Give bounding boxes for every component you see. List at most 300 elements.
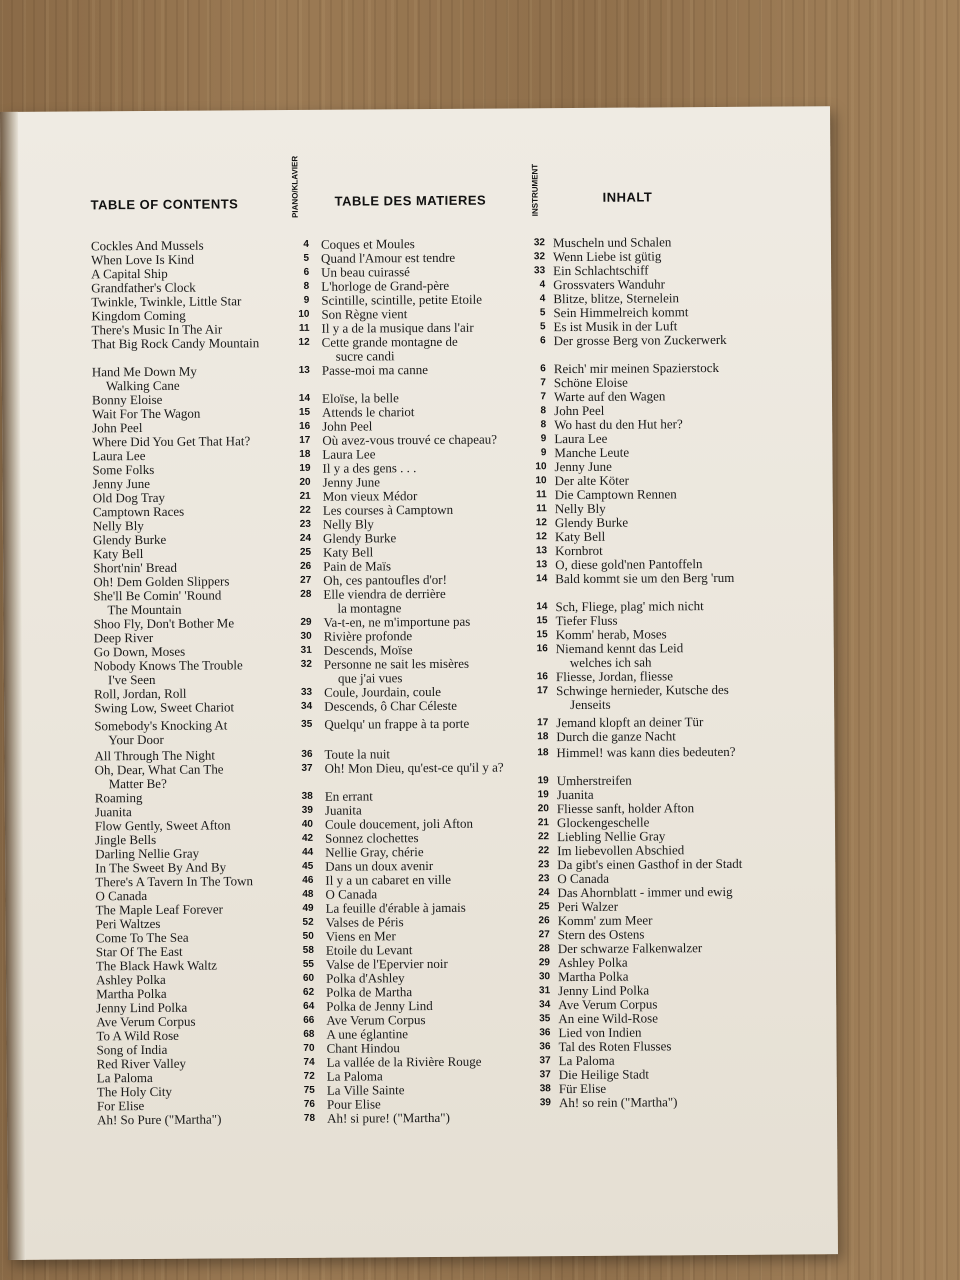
header-english: TABLE OF CONTENTS [90, 196, 239, 213]
entry-de: Jenny June [554, 458, 612, 475]
entry-fr: Personne ne sait les misères [323, 655, 470, 672]
page-number-piano: 19 [299, 462, 311, 474]
entry-de: Jenny Lind Polka [558, 982, 650, 999]
entry-en: Ah! So Pure ("Martha") [96, 1111, 222, 1128]
entry-fr: John Peel [322, 418, 373, 434]
entry-de: Ein Schlachtschiff [553, 262, 649, 279]
entry-fr: Pain de Maïs [323, 558, 392, 574]
page-number-instrument: 10 [535, 475, 547, 487]
entry-de: Tiefer Fluss [555, 612, 618, 629]
page-number-piano: 46 [302, 874, 314, 886]
entry-en: Cockles And Mussels [90, 237, 204, 254]
entry-de: Niemand kennt das Leid [555, 640, 684, 657]
entry-fr: Juanita [324, 802, 362, 818]
page-number-piano: 22 [299, 504, 311, 516]
entry-fr: Descends, ô Char Céleste [324, 697, 458, 714]
page-number-instrument: 11 [536, 489, 547, 501]
entry-en: Nobody Knows The Trouble [93, 657, 243, 674]
page-number-piano: 18 [299, 448, 311, 460]
entry-en: I've Seen [107, 671, 156, 688]
header-french: TABLE DES MATIERES [334, 192, 487, 209]
page-number-piano: 20 [299, 476, 311, 488]
page-number-piano: 27 [300, 574, 312, 586]
entry-en: The Maple Leaf Forever [95, 901, 224, 918]
entry-de: Sch, Fliege, plag' mich nicht [555, 598, 704, 615]
page-number-instrument: 13 [535, 545, 548, 557]
entry-de: Liebling Nellie Gray [557, 828, 666, 845]
entry-fr: Ave Verum Corpus [326, 1012, 426, 1028]
entry-fr: sucre candi [335, 348, 395, 364]
entry-en: Your Door [108, 731, 164, 748]
page-number-instrument: 23 [538, 859, 550, 871]
page-number-instrument: 32 [533, 251, 546, 263]
page-number-instrument: 9 [540, 433, 547, 445]
entry-en: There's A Tavern In The Town [95, 873, 254, 890]
page-number-instrument: 15 [536, 629, 548, 641]
page-number-piano: 34 [300, 700, 313, 712]
entry-en: Jenny Lind Polka [96, 999, 188, 1016]
entry-de: Blitze, blitze, Sternelein [553, 290, 680, 307]
page-number-instrument: 16 [536, 643, 548, 655]
entry-en: To A Wild Rose [96, 1027, 179, 1044]
entry-fr: Coques et Moules [320, 236, 415, 252]
page-number-instrument: 12 [535, 531, 548, 543]
page-number-piano: 30 [300, 630, 312, 642]
page-number-instrument: 18 [537, 747, 549, 759]
page-number-piano: 11 [298, 322, 310, 334]
entry-de: Reich' mir meinen Spazierstock [553, 359, 720, 377]
entry-de: O, diese gold'nen Pantoffeln [555, 556, 703, 573]
entry-en: Matter Be? [108, 775, 167, 792]
page-number-instrument: 36 [539, 1041, 551, 1053]
page-number-piano: 44 [302, 846, 314, 858]
entry-en: Hand Me Down My [91, 363, 197, 380]
entry-de: Bald kommt sie um den Berg 'rum [555, 569, 735, 587]
page-number-instrument: 23 [538, 873, 550, 885]
page-number-piano: 8 [303, 280, 310, 292]
page-number-piano: 17 [299, 434, 311, 446]
entry-de: Durch die ganze Nacht [556, 728, 676, 745]
entry-en: Go Down, Moses [93, 643, 186, 660]
entry-fr: Coule doucement, joli Afton [324, 815, 474, 832]
entry-fr: la montagne [337, 600, 402, 616]
entry-en: Song of India [96, 1041, 168, 1058]
entry-en: Flow Gently, Sweet Afton [94, 817, 231, 834]
entry-de: Umherstreifen [556, 772, 632, 789]
entry-fr: Nellie Gray, chérie [325, 844, 424, 860]
page-number-instrument: 7 [540, 377, 546, 389]
page-number-piano: 21 [299, 490, 311, 502]
entry-de: Martha Polka [557, 968, 629, 985]
entry-en: Ashley Polka [96, 971, 166, 988]
page-number-instrument: 38 [539, 1083, 551, 1095]
entry-fr: Quelqu' un frappe à ta porte [324, 715, 470, 732]
entry-fr: A une églantine [326, 1026, 409, 1042]
page-number-instrument: 30 [538, 971, 551, 983]
entry-en: John Peel [92, 420, 143, 436]
page-number-instrument: 32 [533, 237, 545, 249]
page-number-piano: 75 [303, 1084, 315, 1096]
entry-en: Walking Cane [105, 377, 180, 394]
page-number-piano: 4 [303, 238, 309, 250]
entry-de: Nelly Bly [554, 500, 606, 517]
entry-fr: La Paloma [326, 1068, 383, 1084]
page-number-instrument: 13 [536, 559, 548, 571]
entry-en: Shoo Fly, Don't Bother Me [93, 615, 235, 632]
entry-fr: Oh! Mon Dieu, qu'est-ce qu'il y a? [324, 759, 504, 776]
page-number-instrument: 19 [537, 775, 549, 787]
page-number-piano: 39 [301, 804, 313, 816]
entry-fr: Viens en Mer [325, 928, 396, 944]
entry-en: Jenny June [92, 475, 151, 492]
entry-de: Für Elise [558, 1080, 607, 1097]
entry-fr: Sonnez clochettes [325, 830, 419, 846]
entry-de: Schöne Eloise [553, 374, 628, 391]
entry-fr: Mon vieux Médor [322, 488, 418, 504]
entry-en: For Elise [96, 1098, 145, 1114]
entry-en: Red River Valley [96, 1055, 187, 1072]
entry-fr: Pour Elise [326, 1096, 381, 1112]
entry-fr: Jenny June [322, 474, 381, 490]
entry-de: Der alte Köter [554, 472, 629, 489]
page-number-instrument: 35 [539, 1013, 551, 1025]
entry-en: Some Folks [92, 461, 155, 478]
entry-fr: La Ville Sainte [326, 1082, 405, 1098]
entry-en: She'll Be Comin' 'Round [93, 587, 222, 604]
page-number-instrument: 27 [538, 929, 550, 941]
entry-de: Peri Walzer [557, 898, 619, 915]
entry-de: Lied von Indien [558, 1024, 642, 1041]
entry-de: Es ist Musik in der Luft [553, 318, 678, 335]
entry-fr: Il y a un cabaret en ville [325, 871, 452, 888]
entry-de: Manche Leute [554, 444, 630, 461]
entry-fr: Chant Hindou [326, 1040, 400, 1056]
page-number-instrument: 37 [539, 1055, 551, 1067]
entry-en: Martha Polka [96, 985, 167, 1002]
entry-en: There's Music In The Air [91, 321, 223, 338]
entry-en: The Black Hawk Waltz [95, 957, 218, 974]
page-number-piano: 64 [303, 1000, 315, 1012]
page-number-piano: 36 [301, 748, 313, 760]
page-number-instrument: 11 [536, 503, 547, 515]
page-number-piano: 5 [303, 252, 310, 264]
entry-de: An eine Wild-Rose [558, 1010, 659, 1027]
entry-de: Wo hast du den Hut her? [554, 416, 683, 433]
page-number-piano: 42 [301, 832, 314, 844]
entry-de: Himmel! was kann dies bedeuten? [556, 743, 736, 761]
page-number-instrument: 36 [539, 1027, 551, 1039]
page-number-piano: 40 [301, 818, 314, 830]
page-number-instrument: 28 [538, 943, 550, 955]
entry-de: Im liebevollen Abschied [557, 842, 685, 859]
page-number-piano: 16 [299, 420, 311, 432]
entry-en: The Mountain [107, 601, 182, 618]
page-number-instrument: 12 [535, 517, 547, 529]
entry-fr: Cette grande montagne de [321, 333, 458, 350]
entry-fr: Ah! si pure! ("Martha") [326, 1109, 450, 1126]
entry-fr: Où avez-vous trouvé ce chapeau? [322, 431, 498, 448]
entry-fr: Quand l'Amour est tendre [320, 249, 456, 266]
entry-en: Somebody's Knocking At [94, 717, 228, 734]
entry-fr: Un beau cuirassé [321, 264, 410, 280]
entry-en: Glendy Burke [92, 531, 167, 548]
entry-de: Fliesse sanft, holder Afton [556, 800, 695, 817]
entry-en: La Paloma [96, 1069, 153, 1086]
entry-en: Old Dog Tray [92, 489, 165, 506]
entry-de: Ashley Polka [557, 954, 628, 971]
entry-fr: Polka de Jenny Lind [326, 998, 433, 1014]
page-number-piano: 29 [300, 616, 312, 628]
entry-en: Juanita [94, 804, 132, 820]
entry-en: A Capital Ship [91, 265, 168, 282]
entry-en: All Through The Night [94, 747, 216, 764]
entry-de: Kornbrot [555, 542, 603, 559]
entry-en: Katy Bell [93, 546, 144, 562]
page-number-instrument: 8 [540, 405, 547, 417]
entry-en: Peri Waltzes [95, 915, 161, 932]
page-number-instrument: 5 [539, 321, 546, 333]
entry-en: O Canada [95, 887, 148, 904]
page-number-instrument: 22 [538, 845, 550, 857]
entry-en: Camptown Races [92, 503, 185, 520]
entry-de: Ah! so rein ("Martha") [558, 1094, 678, 1111]
page-number-instrument: 34 [539, 999, 551, 1011]
page-number-piano: 72 [303, 1070, 315, 1082]
page-number-piano: 58 [302, 944, 314, 956]
page-number-instrument: 20 [537, 803, 549, 815]
page-number-piano: 38 [301, 790, 313, 802]
entry-en: Darling Nellie Gray [95, 845, 200, 862]
entry-de: Komm' zum Meer [557, 912, 653, 929]
page-number-piano: 10 [298, 308, 310, 320]
entry-de: Muscheln und Schalen [552, 234, 672, 251]
page-number-instrument: 24 [538, 887, 550, 899]
entry-de: Jemand klopft an deiner Tür [556, 714, 704, 731]
entry-de: Tal des Roten Flusses [558, 1038, 672, 1055]
entry-en: Oh! Dem Golden Slippers [93, 573, 230, 590]
page-number-instrument: 15 [536, 615, 548, 627]
page-number-piano: 37 [301, 762, 313, 774]
entry-de: Die Camptown Rennen [554, 486, 677, 503]
entry-de: Stern des Ostens [557, 926, 645, 943]
page-number-instrument: 14 [536, 601, 548, 613]
entry-de: Warte auf den Wagen [553, 388, 666, 405]
entry-en: Deep River [93, 629, 154, 646]
entry-en: Twinkle, Twinkle, Little Star [91, 293, 242, 310]
entry-fr: En errant [324, 788, 373, 804]
page-number-piano: 55 [302, 958, 314, 970]
entry-fr: Son Règne vient [321, 306, 408, 322]
page-number-instrument: 7 [540, 391, 547, 403]
entry-en: The Holy City [96, 1083, 173, 1100]
entry-fr: Oh, ces pantoufles d'or! [323, 571, 447, 588]
entry-en: Wait For The Wagon [92, 405, 201, 422]
page-number-instrument: 10 [535, 461, 547, 473]
page-number-piano: 9 [303, 294, 310, 306]
page-number-piano: 15 [298, 406, 311, 418]
page-number-instrument: 18 [537, 731, 549, 743]
page-number-instrument: 29 [538, 957, 550, 969]
page-number-instrument: 26 [538, 915, 550, 927]
entry-de: welches ich sah [569, 654, 652, 671]
page-number-piano: 45 [302, 860, 314, 872]
entry-en: Kingdom Coming [91, 307, 186, 324]
entry-de: Der grosse Berg von Zuckerwerk [553, 331, 727, 349]
entry-fr: Scintille, scintille, petite Etoile [321, 291, 483, 308]
page-number-instrument: 25 [538, 901, 550, 913]
entry-de: John Peel [554, 402, 605, 419]
entry-en: Star Of The East [95, 943, 183, 960]
page-number-piano: 66 [303, 1014, 315, 1026]
entry-fr: Attends le chariot [322, 404, 415, 420]
header-german: INHALT [602, 189, 653, 205]
page-number-instrument: 8 [540, 419, 547, 431]
entry-fr: Il y a des gens . . . [322, 460, 417, 476]
page-number-piano: 76 [303, 1098, 315, 1110]
entry-fr: Katy Bell [323, 544, 374, 560]
header-instrument: INSTRUMENT [530, 163, 540, 217]
entry-en: When Love Is Kind [90, 251, 194, 268]
entry-fr: Coule, Jourdain, coule [324, 683, 442, 700]
page-number-piano: 52 [302, 916, 314, 928]
page-number-piano: 68 [303, 1028, 315, 1040]
page-number-instrument: 14 [536, 573, 548, 585]
page-number-instrument: 9 [540, 447, 547, 459]
page-number-instrument: 17 [537, 717, 549, 729]
entry-en: Ave Verum Corpus [96, 1013, 196, 1030]
page-number-piano: 28 [300, 588, 312, 600]
page-number-instrument: 4 [539, 293, 546, 305]
entry-de: Das Ahornblatt - immer und ewig [557, 883, 733, 901]
page-number-instrument: 22 [537, 831, 550, 843]
entry-en: Roll, Jordan, Roll [94, 685, 187, 702]
page-number-instrument: 21 [537, 817, 550, 829]
page-number-piano: 50 [302, 930, 314, 942]
entry-en: Swing Low, Sweet Chariot [94, 699, 235, 716]
entry-en: That Big Rock Candy Mountain [91, 335, 260, 352]
entry-de: Fliesse, Jordan, fliesse [555, 668, 673, 685]
page-number-instrument: 39 [539, 1097, 551, 1109]
entry-en: In The Sweet By And By [95, 859, 227, 876]
entry-de: Komm' herab, Moses [555, 626, 667, 643]
page-number-piano: 49 [302, 902, 314, 914]
entry-de: Juanita [556, 786, 594, 803]
page-number-instrument: 33 [533, 265, 546, 277]
entry-fr: Valse de l'Epervier noir [325, 955, 448, 972]
entry-de: Glockengeschelle [556, 814, 650, 831]
page-number-instrument: 31 [538, 985, 551, 997]
page-number-instrument: 17 [536, 685, 549, 697]
page-number-piano: 60 [302, 972, 315, 984]
entry-fr: L'horloge de Grand-père [321, 277, 450, 294]
page-number-piano: 62 [302, 986, 315, 998]
page-number-piano: 74 [303, 1056, 315, 1068]
page-number-piano: 33 [300, 686, 313, 698]
entry-de: Laura Lee [554, 430, 608, 447]
entry-en: Bonny Eloise [91, 391, 163, 408]
entry-fr: Laura Lee [322, 446, 376, 462]
entry-de: Grossvaters Wanduhr [553, 276, 665, 293]
entry-fr: Dans un doux avenir [325, 857, 434, 874]
entry-fr: Polka d'Ashley [326, 970, 405, 986]
entry-fr: Les courses à Camptown [322, 501, 454, 518]
entry-fr: Va-t-en, ne m'importune pas [323, 613, 471, 630]
entry-fr: Glendy Burke [322, 530, 397, 546]
page-number-piano: 25 [299, 546, 312, 558]
page-number-piano: 78 [303, 1112, 316, 1124]
entry-de: Da gibt's einen Gasthof in der Stadt [557, 855, 743, 873]
book-page [0, 106, 838, 1260]
entry-de: Sein Himmelreich kommt [553, 304, 689, 321]
entry-de: O Canada [557, 870, 610, 887]
entry-de: Schwinge hernieder, Kutsche des [556, 681, 729, 699]
entry-fr: O Canada [325, 886, 378, 902]
page-number-instrument: 19 [537, 789, 549, 801]
entry-fr: que j'ai vues [337, 670, 403, 686]
page-number-piano: 24 [299, 532, 312, 544]
page-number-instrument: 6 [540, 363, 546, 375]
page-gutter [0, 112, 26, 1260]
entry-de: Jenseits [570, 696, 611, 713]
entry-fr: La vallée de la Rivière Rouge [326, 1053, 482, 1070]
entry-en: Where Did You Get That Hat? [92, 433, 251, 450]
entry-en: Nelly Bly [92, 518, 144, 534]
page-number-piano: 13 [298, 364, 310, 376]
entry-fr: Valses de Péris [325, 914, 404, 930]
entry-de: Ave Verum Corpus [558, 996, 658, 1013]
page-number-piano: 70 [303, 1042, 315, 1054]
entry-en: Oh, Dear, What Can The [94, 761, 224, 778]
page-number-piano: 35 [301, 718, 313, 730]
page-number-piano: 26 [300, 560, 312, 572]
page-number-piano: 31 [300, 644, 312, 656]
page-number-piano: 12 [298, 336, 310, 348]
entry-fr: Passe-moi ma canne [321, 362, 429, 378]
entry-fr: Toute la nuit [324, 746, 391, 762]
entry-fr: Etoile du Levant [325, 942, 413, 958]
entry-de: La Paloma [558, 1052, 615, 1069]
entry-fr: Descends, Moïse [323, 642, 413, 658]
page-number-instrument: 6 [540, 335, 546, 347]
entry-de: Die Heilige Stadt [558, 1066, 650, 1083]
entry-fr: Polka de Martha [326, 984, 413, 1000]
entry-de: Der schwarze Falkenwalzer [557, 940, 703, 957]
page-number-piano: 48 [302, 888, 314, 900]
entry-fr: La feuille d'érable à jamais [325, 899, 466, 916]
page-number-piano: 23 [299, 518, 311, 530]
entry-de: Glendy Burke [554, 514, 629, 531]
entry-fr: Nelly Bly [322, 516, 374, 532]
header-piano: PIANO/KLAVIER [290, 155, 300, 218]
entry-fr: Rivière profonde [323, 628, 413, 644]
entry-en: Roaming [94, 790, 143, 806]
entry-fr: Il y a de la musique dans l'air [321, 319, 474, 336]
page-number-instrument: 4 [539, 279, 546, 291]
page-number-instrument: 16 [536, 671, 548, 683]
entry-de: Katy Bell [554, 528, 606, 545]
entry-en: Laura Lee [92, 447, 146, 464]
page-number-instrument: 5 [539, 307, 546, 319]
entry-en: Come To The Sea [95, 929, 189, 946]
entry-en: Jingle Bells [95, 831, 157, 848]
page-number-piano: 14 [298, 392, 311, 404]
entry-fr: Eloïse, la belle [321, 390, 399, 406]
entry-en: Short'nin' Bread [93, 559, 178, 576]
entry-de: Wenn Liebe ist gütig [552, 248, 662, 265]
page-number-instrument: 37 [539, 1069, 551, 1081]
page-number-piano: 6 [303, 266, 310, 278]
entry-fr: Elle viendra de derrière [323, 585, 446, 602]
